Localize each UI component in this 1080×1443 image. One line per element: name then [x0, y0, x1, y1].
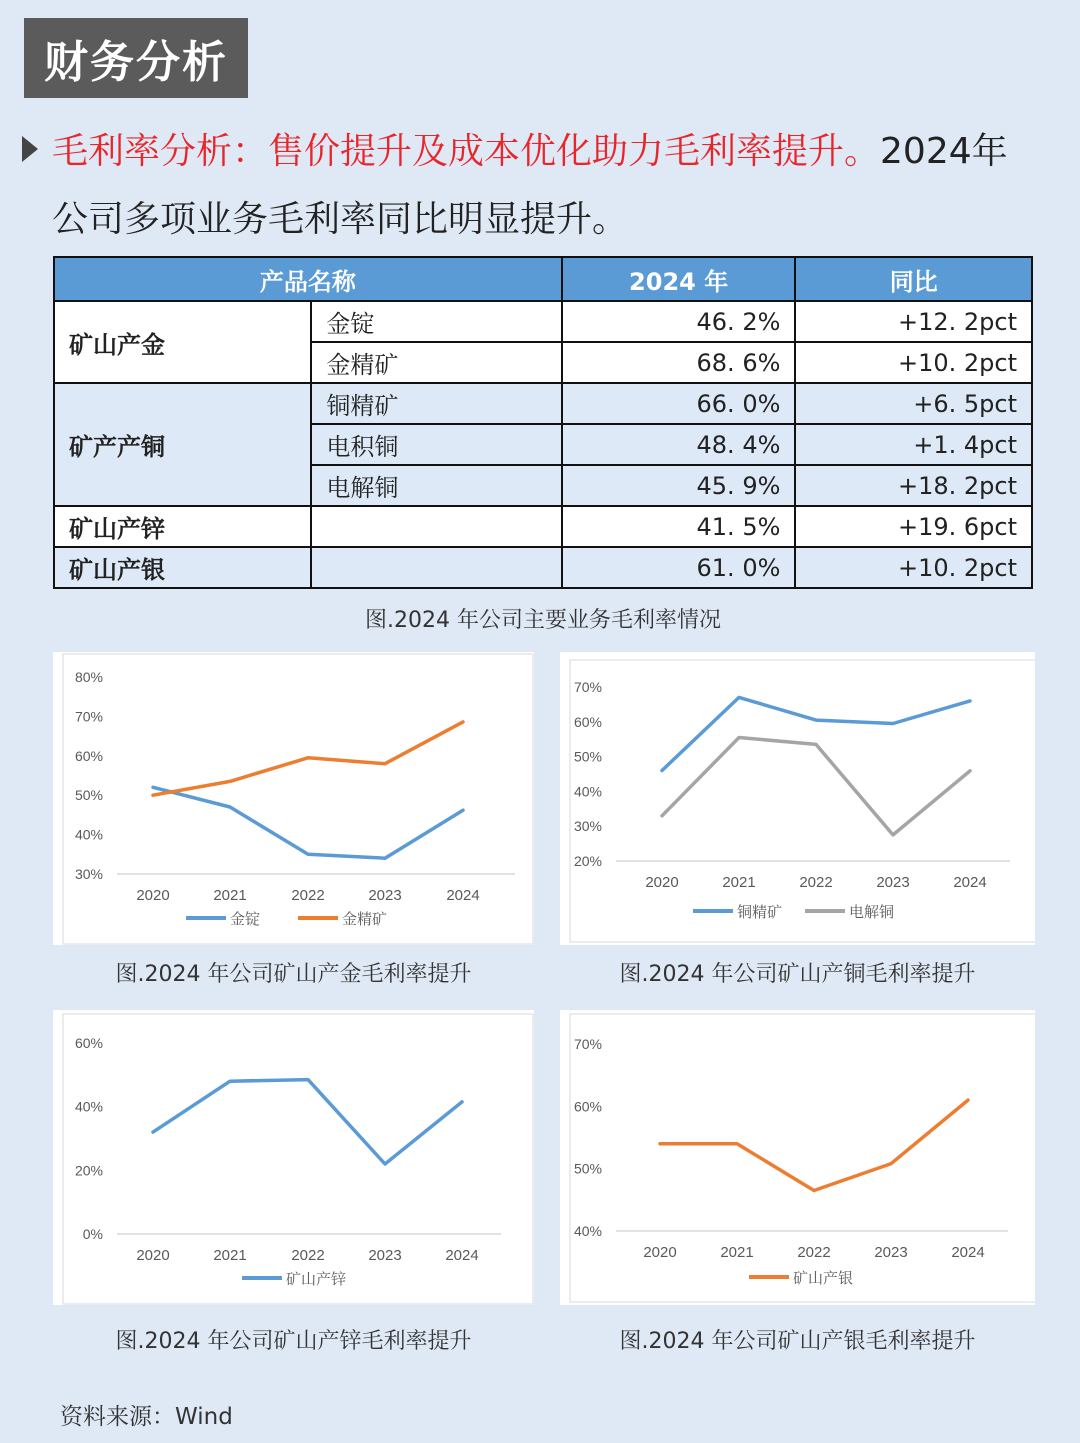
- yoy-cell: +10. 2pct: [795, 342, 1032, 383]
- intro-highlight: 毛利率分析：售价提升及成本优化助力毛利率提升。: [52, 131, 881, 172]
- x-tick-label: 2024: [953, 874, 987, 891]
- y-tick-label: 60%: [74, 1035, 103, 1051]
- table-row: [54, 383, 1032, 424]
- y-tick-label: 40%: [74, 826, 103, 843]
- category-cell: 矿山产锌: [54, 506, 311, 547]
- legend-label: 矿山产锌: [286, 1270, 347, 1288]
- item-cell: 金锭: [311, 301, 561, 342]
- table-row: [54, 506, 1032, 547]
- table-row: [54, 301, 1032, 342]
- x-tick-label: 2020: [136, 887, 170, 904]
- y-tick-label: 50%: [74, 787, 103, 804]
- x-tick-label: 2023: [874, 1244, 908, 1261]
- table-header-product: 产品名称: [54, 257, 562, 301]
- chart-silver-svg: [560, 1010, 1035, 1305]
- value-cell: 68. 6%: [562, 342, 796, 383]
- item-cell: [311, 506, 561, 547]
- category-cell: 矿产产铜: [54, 383, 311, 506]
- x-tick-label: 2022: [799, 874, 833, 891]
- legend-label: 金精矿: [342, 910, 388, 928]
- item-cell: 电解铜: [311, 465, 561, 506]
- value-cell: 48. 4%: [562, 424, 796, 465]
- series-line: [153, 1080, 462, 1164]
- y-tick-label: 60%: [74, 747, 103, 764]
- y-tick-label: 50%: [573, 1160, 602, 1177]
- data-source: 资料来源：Wind: [60, 1404, 233, 1430]
- yoy-cell: +12. 2pct: [795, 301, 1032, 342]
- y-tick-label: 60%: [573, 713, 602, 730]
- chart-gold-caption: 图.2024 年公司矿山产金毛利率提升: [115, 962, 472, 987]
- y-tick-label: 20%: [74, 1162, 103, 1179]
- chart-zinc-svg: [53, 1010, 534, 1305]
- value-cell: 61. 0%: [562, 547, 796, 588]
- x-tick-label: 2020: [643, 1244, 677, 1261]
- y-tick-label: 30%: [74, 866, 103, 882]
- value-cell: 45. 9%: [562, 465, 796, 506]
- y-tick-label: 80%: [74, 669, 103, 685]
- x-tick-label: 2024: [445, 1247, 479, 1264]
- y-tick-label: 30%: [573, 818, 602, 835]
- chart-silver: [560, 1010, 1035, 1305]
- x-tick-label: 2020: [136, 1247, 170, 1264]
- y-tick-label: 40%: [573, 1223, 602, 1239]
- y-tick-label: 40%: [573, 783, 602, 800]
- legend-label: 金锭: [230, 910, 261, 928]
- yoy-cell: +6. 5pct: [795, 383, 1032, 424]
- item-cell: [311, 547, 561, 588]
- y-tick-label: 40%: [74, 1098, 103, 1115]
- category-cell: 矿山产银: [54, 547, 311, 588]
- category-cell: 矿山产金: [54, 301, 311, 383]
- x-tick-label: 2021: [213, 887, 247, 904]
- chart-zinc: [53, 1010, 534, 1305]
- value-cell: 41. 5%: [562, 506, 796, 547]
- table-header-yoy: 同比: [795, 257, 1032, 301]
- x-tick-label: 2022: [797, 1244, 831, 1261]
- intro-rest: 2024年公司多项业务毛利率同比明显提升。: [52, 131, 1008, 240]
- series-line: [153, 787, 463, 858]
- y-tick-label: 50%: [573, 748, 602, 765]
- yoy-cell: +1. 4pct: [795, 424, 1032, 465]
- legend-label: 电解铜: [849, 903, 895, 921]
- x-tick-label: 2021: [722, 874, 756, 891]
- x-tick-label: 2022: [291, 1247, 325, 1264]
- chart-silver-caption: 图.2024 年公司矿山产银毛利率提升: [619, 1329, 976, 1354]
- chart-copper: [560, 652, 1035, 945]
- x-tick-label: 2021: [213, 1247, 247, 1264]
- y-tick-label: 60%: [573, 1098, 602, 1115]
- legend-label: 矿山产银: [793, 1269, 854, 1287]
- y-tick-label: 20%: [573, 853, 602, 869]
- chart-copper-svg: [560, 652, 1035, 945]
- chart-gold: [53, 652, 534, 945]
- table-row: [54, 547, 1032, 588]
- chart-copper-caption: 图.2024 年公司矿山产铜毛利率提升: [619, 962, 976, 987]
- item-cell: 金精矿: [311, 342, 561, 383]
- yoy-cell: +18. 2pct: [795, 465, 1032, 506]
- item-cell: 铜精矿: [311, 383, 561, 424]
- chart-zinc-caption: 图.2024 年公司矿山产锌毛利率提升: [115, 1329, 472, 1354]
- x-tick-label: 2024: [446, 887, 480, 904]
- item-cell: 电积铜: [311, 424, 561, 465]
- y-tick-label: 0%: [82, 1226, 103, 1242]
- legend-label: 铜精矿: [737, 903, 783, 921]
- table-caption: 图.2024 年公司主要业务毛利率情况: [365, 608, 721, 633]
- value-cell: 66. 0%: [562, 383, 796, 424]
- x-tick-label: 2024: [951, 1244, 985, 1261]
- series-line: [662, 738, 970, 835]
- series-line: [662, 697, 970, 770]
- section-title: 财务分析: [24, 18, 248, 98]
- y-tick-label: 70%: [573, 679, 602, 695]
- intro-paragraph: [52, 118, 1042, 254]
- yoy-cell: +10. 2pct: [795, 547, 1032, 588]
- x-tick-label: 2023: [876, 874, 910, 891]
- x-tick-label: 2023: [368, 1247, 402, 1264]
- series-line: [153, 722, 463, 795]
- yoy-cell: +19. 6pct: [795, 506, 1032, 547]
- x-tick-label: 2023: [368, 887, 402, 904]
- value-cell: 46. 2%: [562, 301, 796, 342]
- table-header-year: 2024 年: [562, 257, 796, 301]
- triangle-bullet-icon: [22, 136, 38, 162]
- series-line: [660, 1100, 968, 1190]
- y-tick-label: 70%: [74, 708, 103, 725]
- gross-margin-table: [53, 256, 1033, 589]
- chart-gold-svg: [53, 652, 534, 945]
- x-tick-label: 2022: [291, 887, 325, 904]
- x-tick-label: 2020: [645, 874, 679, 891]
- x-tick-label: 2021: [720, 1244, 754, 1261]
- y-tick-label: 70%: [573, 1036, 602, 1052]
